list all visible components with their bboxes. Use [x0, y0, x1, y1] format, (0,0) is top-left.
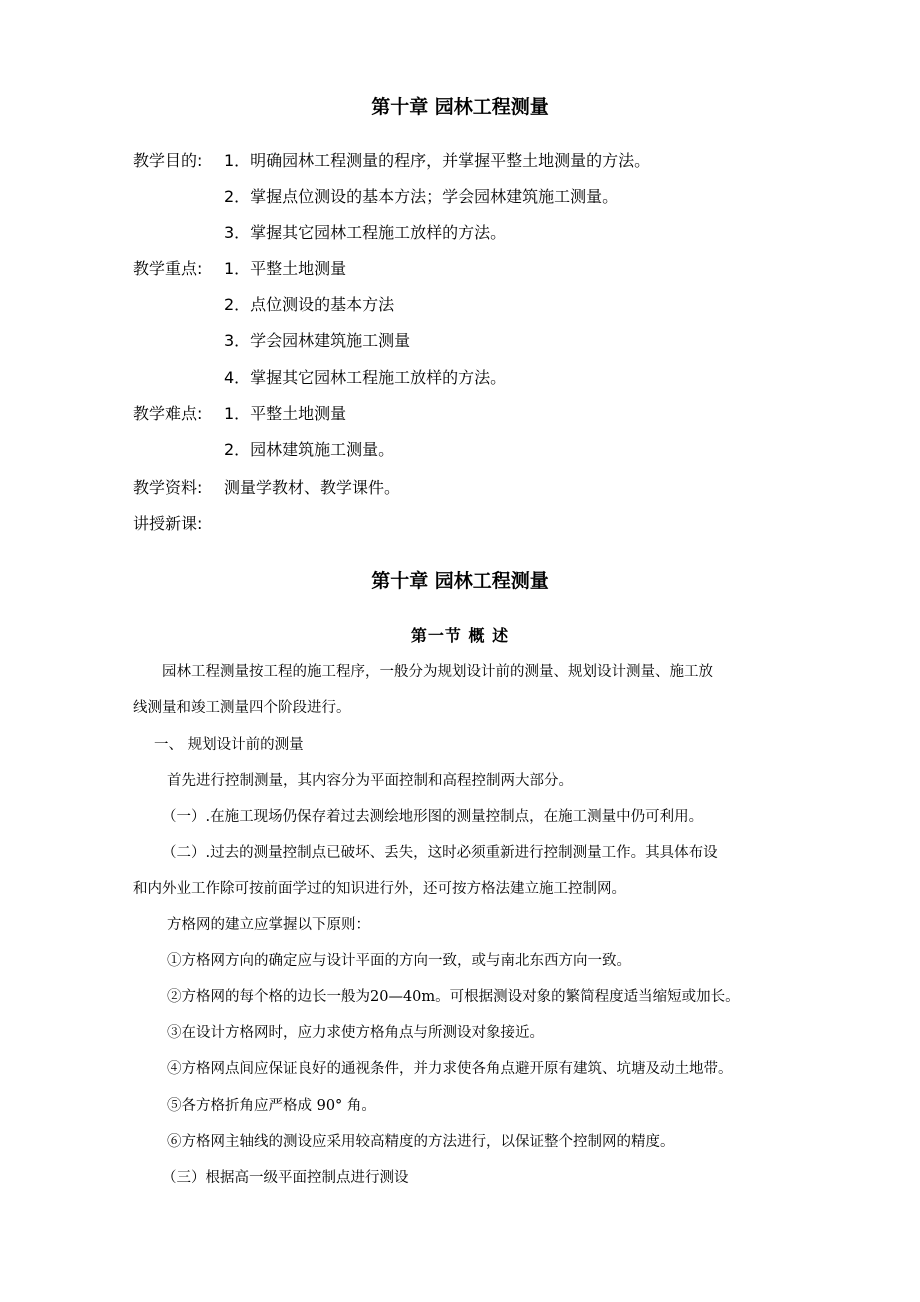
materials-label: 教学资料:	[133, 478, 203, 497]
grid-principles-heading: 方格网的建立应掌握以下原则：	[167, 917, 370, 933]
list-item-1: （一）.在施工现场仍保存着过去测绘地形图的测量控制点，在施工测量中仍可利用。	[162, 809, 704, 825]
key-point-item: 1．平整土地测量	[224, 259, 347, 278]
intro-paragraph-line: 线测量和竣工测量四个阶段进行。	[133, 700, 351, 716]
objective-item: 1．明确园林工程测量的程序，并掌握平整土地测量的方法。	[224, 151, 651, 170]
objective-item: 2．掌握点位测设的基本方法；学会园林建筑施工测量。	[224, 187, 619, 206]
materials-value: 测量学教材、教学课件。	[224, 478, 401, 497]
intro-paragraph-line: 园林工程测量按工程的施工程序，一般分为规划设计前的测量、规划设计测量、施工放	[162, 664, 713, 680]
heading-planning-survey: 一、 规划设计前的测量	[154, 737, 304, 753]
key-points-label: 教学重点:	[133, 259, 203, 278]
difficulties-label: 教学难点:	[133, 404, 203, 423]
difficulty-item: 1．平整土地测量	[224, 404, 347, 423]
grid-rule: ④方格网点间应保证良好的通视条件，并力求使各角点避开原有建筑、坑塘及动土地带。	[167, 1061, 733, 1077]
list-item-2-line: 和内外业工作除可按前面学过的知识进行外，还可按方格法建立施工控制网。	[133, 881, 626, 897]
grid-rule: ⑤各方格折角应严格成 90° 角。	[167, 1098, 376, 1114]
grid-rule: ③在设计方格网时，应力求使方格角点与所测设对象接近。	[167, 1025, 544, 1041]
grid-rule: ②方格网的每个格的边长一般为20—40m。可根据测设对象的繁简程度适当缩短或加长。	[167, 989, 740, 1005]
chapter-title: 第十章 园林工程测量	[371, 570, 549, 592]
list-item-2-line: （二）.过去的测量控制点已破坏、丢失，这时必须重新进行控制测量工作。其具体布设	[162, 845, 718, 861]
control-survey-paragraph: 首先进行控制测量，其内容分为平面控制和高程控制两大部分。	[167, 773, 573, 789]
key-point-item: 2．点位测设的基本方法	[224, 295, 395, 314]
objectives-label: 教学目的:	[133, 151, 203, 170]
main-title: 第十章 园林工程测量	[371, 96, 549, 118]
section-title: 第一节 概 述	[410, 626, 510, 645]
grid-rule: ⑥方格网主轴线的测设应采用较高精度的方法进行，以保证整个控制网的精度。	[167, 1134, 675, 1150]
new-lesson-label: 讲授新课:	[133, 514, 203, 533]
objective-item: 3．掌握其它园林工程施工放样的方法。	[224, 223, 507, 242]
key-point-item: 3．学会园林建筑施工测量	[224, 331, 411, 350]
key-point-item: 4．掌握其它园林工程施工放样的方法。	[224, 368, 507, 387]
list-item-3: （三）根据高一级平面控制点进行测设	[162, 1170, 409, 1186]
grid-rule: ①方格网方向的确定应与设计平面的方向一致，或与南北东西方向一致。	[167, 953, 631, 969]
difficulty-item: 2．园林建筑施工测量。	[224, 440, 395, 459]
